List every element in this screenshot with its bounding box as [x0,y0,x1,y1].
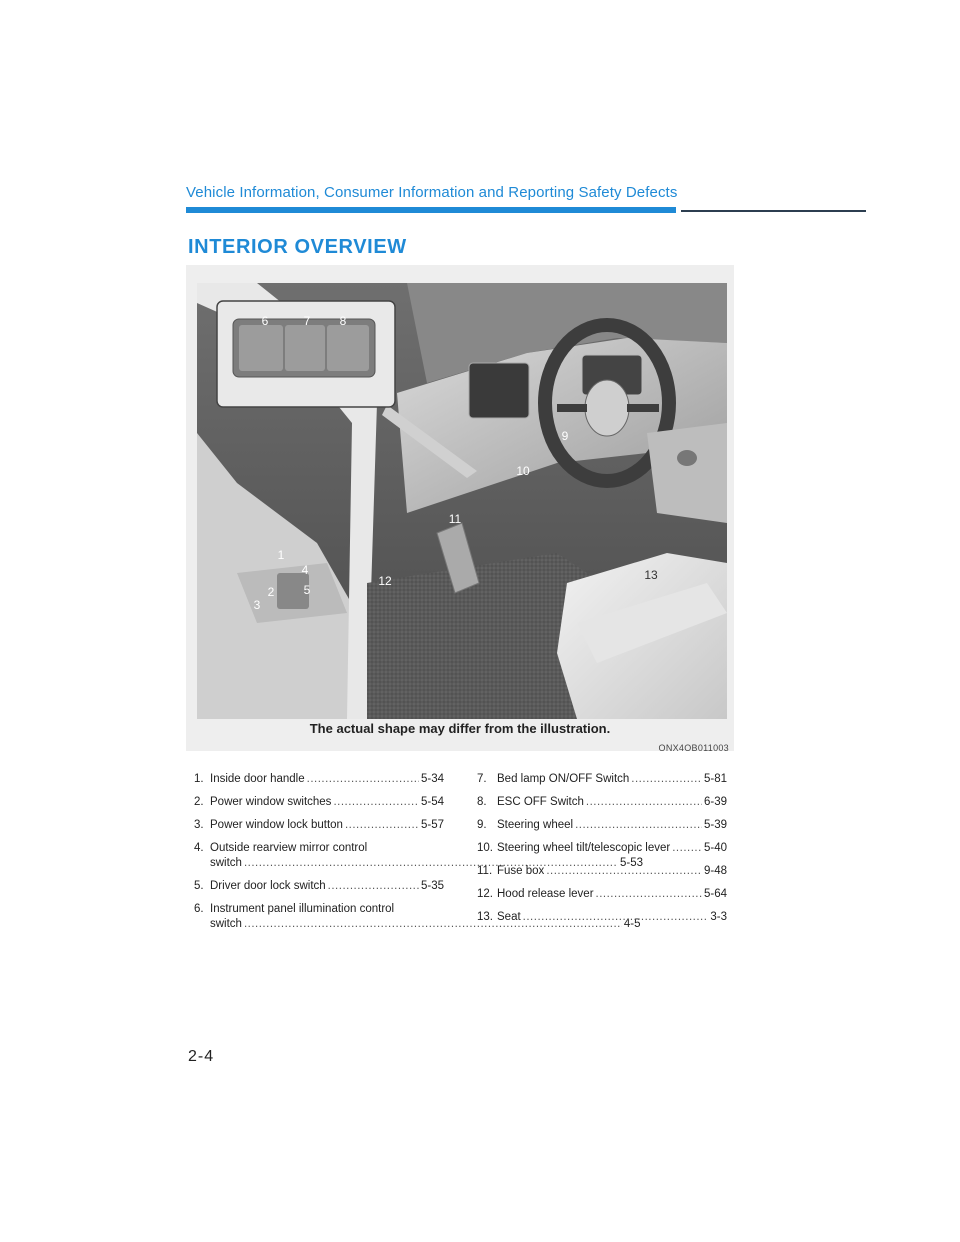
running-header: Vehicle Information, Consumer Information and Reporting Safety Defects [186,184,678,201]
item-page: 5-40 [703,842,727,854]
item-page: 5-53 [620,857,644,869]
item-label: Seat [497,911,521,923]
item-number: 3. [194,819,204,831]
list-item [477,864,727,879]
leader-dots [546,864,702,879]
callout-6: 6 [261,314,269,328]
item-number: 12. [477,888,493,900]
item-number: 4. [194,842,204,854]
item-page: 5-57 [420,819,444,831]
list-item [194,795,444,810]
list-item [477,841,727,856]
item-page: 5-54 [420,796,444,808]
leader-dots [575,818,702,833]
list-item [477,818,727,833]
callout-4: 4 [301,563,309,577]
list-item [194,818,444,833]
callout-10: 10 [516,464,530,478]
callout-1: 1 [277,548,285,562]
item-page: 6-39 [703,796,727,808]
item-page: 3-3 [710,911,727,923]
item-page: 5-35 [420,880,444,892]
item-label: Outside rearview mirror control [210,842,368,854]
list-item [194,879,444,894]
callout-9: 9 [561,429,569,443]
callout-7: 7 [303,314,311,328]
interior-illustration [197,283,727,719]
item-page: 4-5 [623,918,641,930]
header-rule-blue [186,207,676,213]
callout-8: 8 [339,314,347,328]
item-label: Power window switches [210,796,332,808]
item-label: Fuse box [497,865,545,877]
item-page: 9-48 [703,865,727,877]
list-item [477,772,727,787]
callout-11: 11 [448,512,462,526]
item-page: 5-64 [703,888,727,900]
figure-code: ONX4OB011003 [658,743,729,753]
leader-dots [345,818,419,833]
leader-dots [596,887,702,902]
item-label: Driver door lock switch [210,880,326,892]
leader-dots [631,772,702,787]
item-label: ESC OFF Switch [497,796,584,808]
figure-caption: The actual shape may differ from the illustration. [309,721,611,736]
item-number: 8. [477,796,487,808]
item-label: Bed lamp ON/OFF Switch [497,773,630,785]
item-page: 5-39 [703,819,727,831]
item-label-cont: switch [210,918,242,930]
item-label: Steering wheel tilt/telescopic lever [497,842,671,854]
item-number: 10. [477,842,493,854]
item-label: Instrument panel illumination control [210,903,395,915]
item-label: Inside door handle [210,773,305,785]
header-rule-dark [681,210,866,212]
list-item [477,795,727,810]
item-number: 9. [477,819,487,831]
callout-3: 3 [253,598,261,612]
item-page: 5-34 [420,773,444,785]
leader-dots [328,879,419,894]
leader-dots [672,841,702,856]
section-title: INTERIOR OVERVIEW [188,236,407,258]
callout-12: 12 [378,574,392,588]
item-number: 7. [477,773,487,785]
item-label: Power window lock button [210,819,343,831]
item-number: 1. [194,773,204,785]
callout-13: 13 [644,568,658,582]
item-number: 5. [194,880,204,892]
item-label-cont: switch [210,857,242,869]
item-page: 5-81 [703,773,727,785]
item-number: 6. [194,903,204,915]
item-number: 2. [194,796,204,808]
page-number: 2-4 [188,1048,215,1065]
item-label: Steering wheel [497,819,574,831]
item-number: 13. [477,911,493,923]
list-item [194,772,444,787]
leader-dots [307,772,419,787]
callout-5: 5 [303,583,311,597]
item-label: Hood release lever [497,888,594,900]
callout-2: 2 [267,585,275,599]
item-number: 11. [477,865,493,877]
index-list-right [477,772,727,933]
leader-dots [523,910,709,925]
list-item [477,887,727,902]
leader-dots [586,795,702,810]
list-item [477,910,727,925]
leader-dots [333,795,419,810]
